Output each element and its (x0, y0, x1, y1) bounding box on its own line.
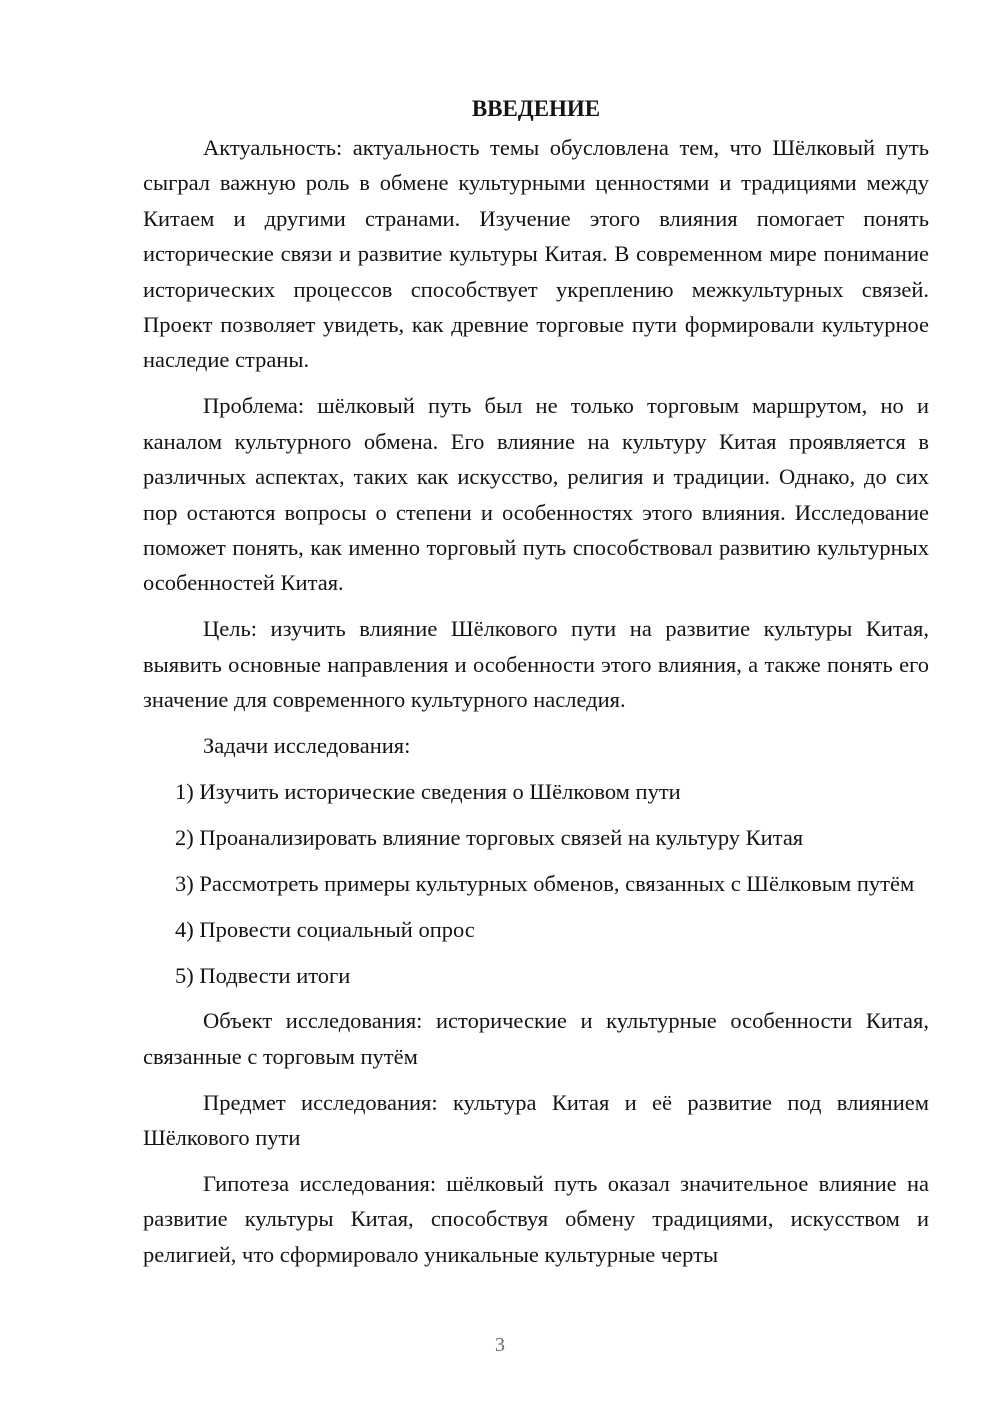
document-page (143, 94, 929, 1283)
paragraph-subject: Предмет исследования: культура Китая и её развитие под влиянием Шёлкового пути (143, 1089, 929, 1151)
task-item-5: 5) Подвести итоги (175, 962, 351, 988)
task-item-4: 4) Провести социальный опрос (175, 916, 475, 942)
tasks-heading: Задачи исследования: (203, 733, 411, 758)
paragraph-goal: Цель: изучить влияние Шёлкового пути на развитие культуры Китая, выявить основные направления и особенности этого влияния, а также понять его значение для современного культурного наследия. (143, 616, 929, 713)
page-title: ВВЕДЕНИЕ (471, 96, 601, 121)
paragraph-relevance: Актуальность: актуальность темы обусловлена тем, что Шёлковый путь сыграл важную роль в обмене культурными ценностями и традициями между Китаем и другими странами. Изучение этого влияния помогает понять исторические связи и развитие культуры Китая. В современном мире понимание исторических процессов способствует укреплению межкультурных связей. Проект позволяет увидеть, как древние торговые пути формировали культурное наследие страны. (143, 135, 929, 373)
task-item-1: 1) Изучить исторические сведения о Шёлковом пути (175, 778, 681, 804)
task-item-3: 3) Рассмотреть примеры культурных обменов, связанных с Шёлковым путём (175, 870, 915, 896)
paragraph-problem: Проблема: шёлковый путь был не только торговым маршрутом, но и каналом культурного обмена. Его влияние на культуру Китая проявляется в различных аспектах, таких как искусство, религия и традиции. Однако, до сих пор остаются вопросы о степени и особенностях этого влияния. Исследование поможет понять, как именно торговый путь способствовал развитию культурных особенностей Китая. (143, 393, 929, 596)
paragraph-hypothesis: Гипотеза исследования: шёлковый путь оказал значительное влияние на развитие культуры Китая, способствуя обмену традициями, искусством и религией, что сформировало уникальные культурные черты (143, 1171, 929, 1267)
paragraph-object: Объект исследования: исторические и культурные особенности Китая, связанные с торговым путём (143, 1008, 929, 1069)
page-number: 3 (495, 1334, 505, 1356)
task-item-2: 2) Проанализировать влияние торговых связей на культуру Китая (175, 824, 804, 850)
